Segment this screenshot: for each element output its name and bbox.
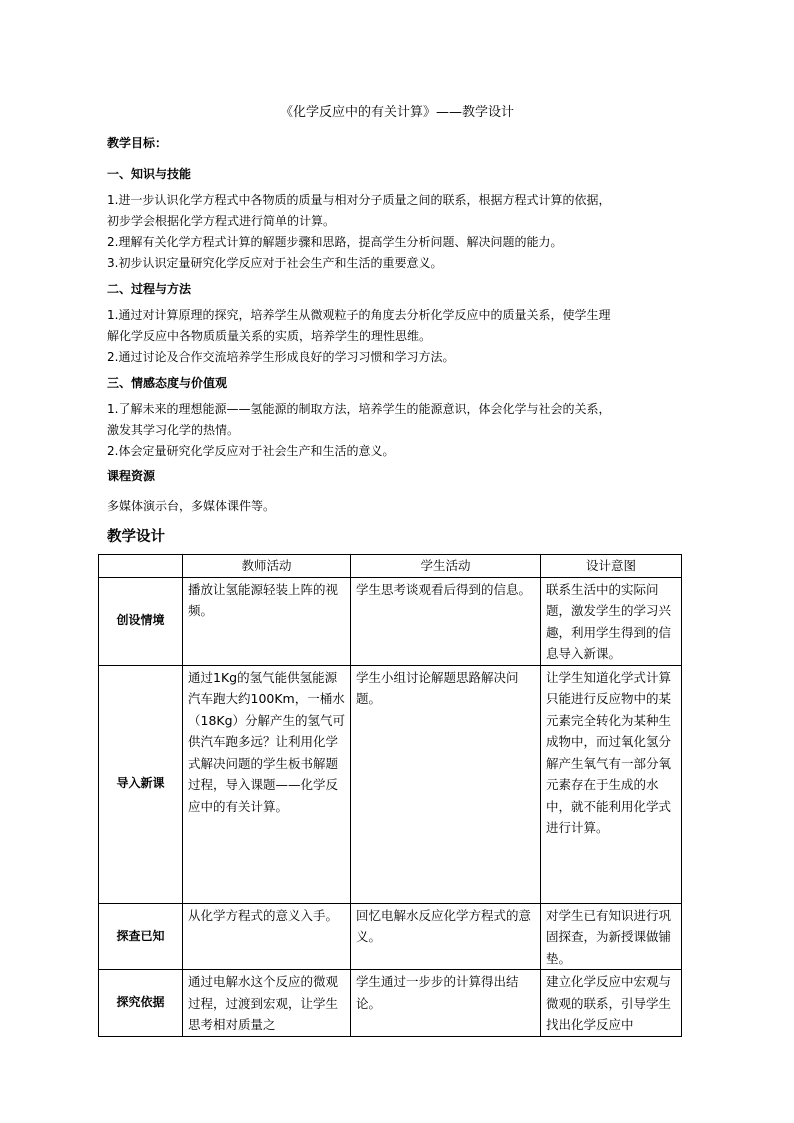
table-row — [99, 970, 682, 1037]
section2-line: 解化学反应中各物质质量关系的实质，培养学生的理性思维。 — [107, 329, 432, 343]
student-activity-cell: 学生小组讨论解题思路解决问题。 — [351, 665, 541, 903]
table-header-cell: 教师活动 — [183, 555, 351, 578]
table-row — [99, 665, 682, 903]
teacher-activity-cell: 从化学方程式的意义入手。 — [183, 903, 351, 970]
row-stage-cell: 导入新课 — [99, 665, 183, 903]
section3-line: 1.了解未来的理想能源——氢能源的制取方法，培养学生的能源意识，体会化学与社会的关系， — [107, 402, 611, 416]
teacher-activity-cell: 通过1Kg的氢气能供氢能源汽车跑大约100Km，一桶水（18Kg）分解产生的氢气可供汽车跑多远？让利用化学式解决问题的学生板书解题过程，导入课题——化学反应中的有关计算。 — [183, 665, 351, 903]
table-header-cell: 学生活动 — [351, 555, 541, 578]
section2-heading: 二、过程与方法 — [107, 282, 192, 296]
teacher-activity-cell: 通过电解水这个反应的微观过程，过渡到宏观，让学生思考相对质量之 — [183, 970, 351, 1037]
row-stage-cell: 探查已知 — [99, 903, 183, 970]
resources-heading: 课程资源 — [107, 469, 156, 483]
section2-line: 2.通过讨论及合作交流培养学生形成良好的学习习惯和学习方法。 — [107, 350, 455, 364]
student-activity-cell: 学生通过一步步的计算得出结论。 — [351, 970, 541, 1037]
section3-line: 2.体会定量研究化学反应对于社会生产和生活的意义。 — [107, 444, 395, 458]
section3-heading: 三、情感态度与价值观 — [107, 376, 228, 390]
teacher-activity-cell: 播放让氢能源轻装上阵的视频。 — [183, 577, 351, 665]
document-title: 《化学反应中的有关计算》——教学设计 — [279, 105, 514, 120]
design-intent-cell: 对学生已有知识进行巩固探查，为新授课做铺垫。 — [541, 903, 682, 970]
section1-line: 1.进一步认识化学方程式中各物质的质量与相对分子质量之间的联系，根据方程式计算的依据， — [107, 193, 611, 207]
goals-heading: 教学目标： — [107, 136, 168, 150]
table-header-row — [99, 555, 682, 578]
design-intent-cell: 让学生知道化学式计算只能进行反应物中的某元素完全转化为某种生成物中，而过氧化氢分解产生氧气有一部分氧元素存在于生成的水中，就不能利用化学式进行计算。 — [541, 665, 682, 903]
table-row — [99, 577, 682, 665]
section3-line: 激发其学习化学的热情。 — [107, 423, 240, 437]
design-heading: 教学设计 — [107, 529, 165, 545]
student-activity-cell: 回忆电解水反应化学方程式的意义。 — [351, 903, 541, 970]
table-header-cell: 设计意图 — [541, 555, 682, 578]
student-activity-cell: 学生思考谈观看后得到的信息。 — [351, 577, 541, 665]
row-stage-cell: 创设情境 — [99, 577, 183, 665]
section1-line: 2.理解有关化学方程式计算的解题步骤和思路，提高学生分析问题、解决问题的能力。 — [107, 235, 563, 249]
section1-heading: 一、知识与技能 — [107, 167, 192, 181]
design-intent-cell: 建立化学反应中宏观与微观的联系，引导学生找出化学反应中 — [541, 970, 682, 1037]
design-intent-cell: 联系生活中的实际问题，激发学生的学习兴趣，利用学生得到的信息导入新课。 — [541, 577, 682, 665]
design-table — [98, 554, 682, 1037]
row-stage-cell: 探究依据 — [99, 970, 183, 1037]
resources-text: 多媒体演示台，多媒体课件等。 — [107, 499, 276, 513]
section1-line: 3.初步认识定量研究化学反应对于社会生产和生活的重要意义。 — [107, 256, 443, 270]
section1-line: 初步学会根据化学方程式进行简单的计算。 — [107, 214, 336, 228]
table-row — [99, 903, 682, 970]
section2-line: 1.通过对计算原理的探究，培养学生从微观粒子的角度去分析化学反应中的质量关系，使学生理 — [107, 308, 611, 322]
table-header-cell — [99, 555, 183, 578]
